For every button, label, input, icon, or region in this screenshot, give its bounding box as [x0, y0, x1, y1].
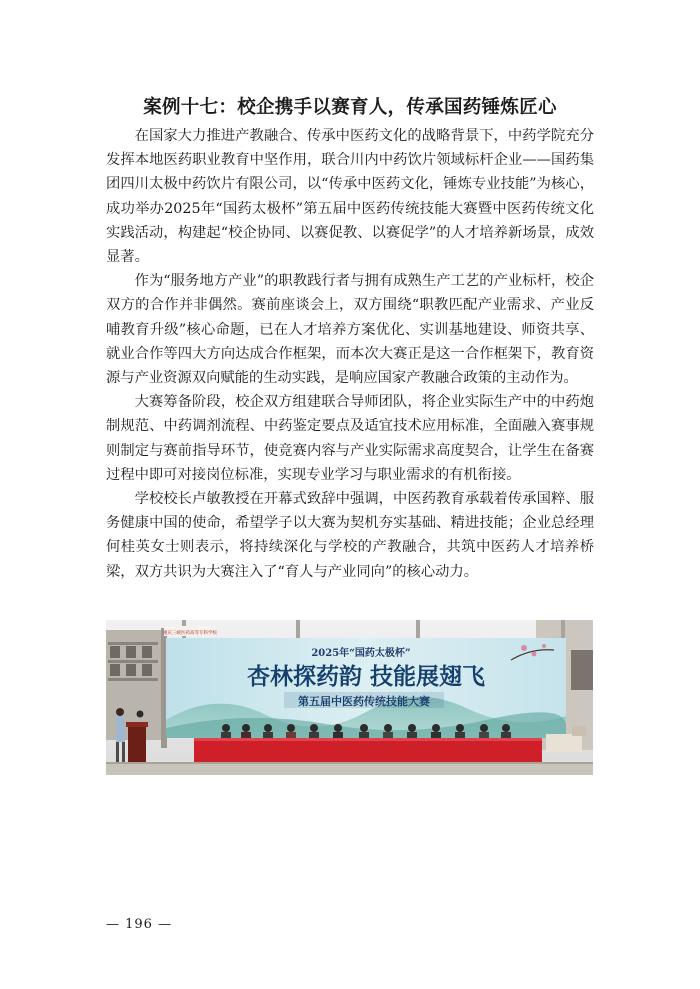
banner-year-text: 2025年“国药太极杯”	[311, 648, 411, 659]
paragraph: 大赛筹备阶段，校企双方组建联合导师团队，将企业实际生产中的中药炮制规范、中药调剂流程、中药鉴定要点及适宜技术应用标准，全面融入赛事规则制定与赛前指导环节，使竞赛内容与产业实际需求高度契合，让学生在备赛过程中即可对接岗位标准，实现专业学习与职业需求的有机衔接。	[106, 394, 594, 483]
podium	[128, 724, 146, 762]
event-photo	[106, 620, 593, 775]
page-title: 案例十七：校企携手以赛育人，传承国药锤炼匠心	[143, 97, 557, 118]
page-number: — 196 —	[106, 917, 173, 932]
paragraph: 在国家大力推进产教融合、传承中医药文化的战略背景下，中药学院充分发挥本地医药职业教育中坚作用，联合川内中药饮片领域标杆企业——国药集团四川太极中药饮片有限公司，以“传承中医药文化，锤炼专业技能”为核心，成功举办2025年“国药太极杯”第五届中医药传统技能大赛暨中医药传统文化实践活动，构建起“校企协同、以赛促教、以赛促学”的人才培养新场景，成效显著。	[106, 128, 594, 266]
red-table	[194, 738, 542, 762]
paragraph: 学校校长卢敏教授在开幕式致辞中强调，中医药教育承载着传承国粹、服务健康中国的使命，希望学子以大赛为契机夯实基础、精进技能；企业总经理何桂英女士则表示，将持续深化与学校的产教融合，共筑中医药人才培养桥梁，双方共识为大赛注入了“育人与产业同向”的核心动力。	[106, 491, 594, 580]
banner-main-text: 杏林探药韵 技能展翅飞	[246, 663, 486, 690]
paragraph: 作为“服务地方产业”的职教践行者与拥有成熟生产工艺的产业标杆，校企双方的合作并非偶然。赛前座谈会上，双方围绕“职教匹配产业需求、产业反哺教育升级”核心命题，已在人才培养方案优化、实训基地建设、师资共享、就业合作等四大方向达成合作框架，而本次大赛正是这一合作框架下，教育资源与产业资源双向赋能的生动实践，是响应国家产教融合政策的主动作为。	[106, 273, 594, 387]
article-body	[106, 124, 594, 584]
banner-sub-text: 第五届中医药传统技能大赛	[298, 695, 430, 708]
building-sign: 重庆三峡医药高等专科学校	[163, 631, 217, 636]
